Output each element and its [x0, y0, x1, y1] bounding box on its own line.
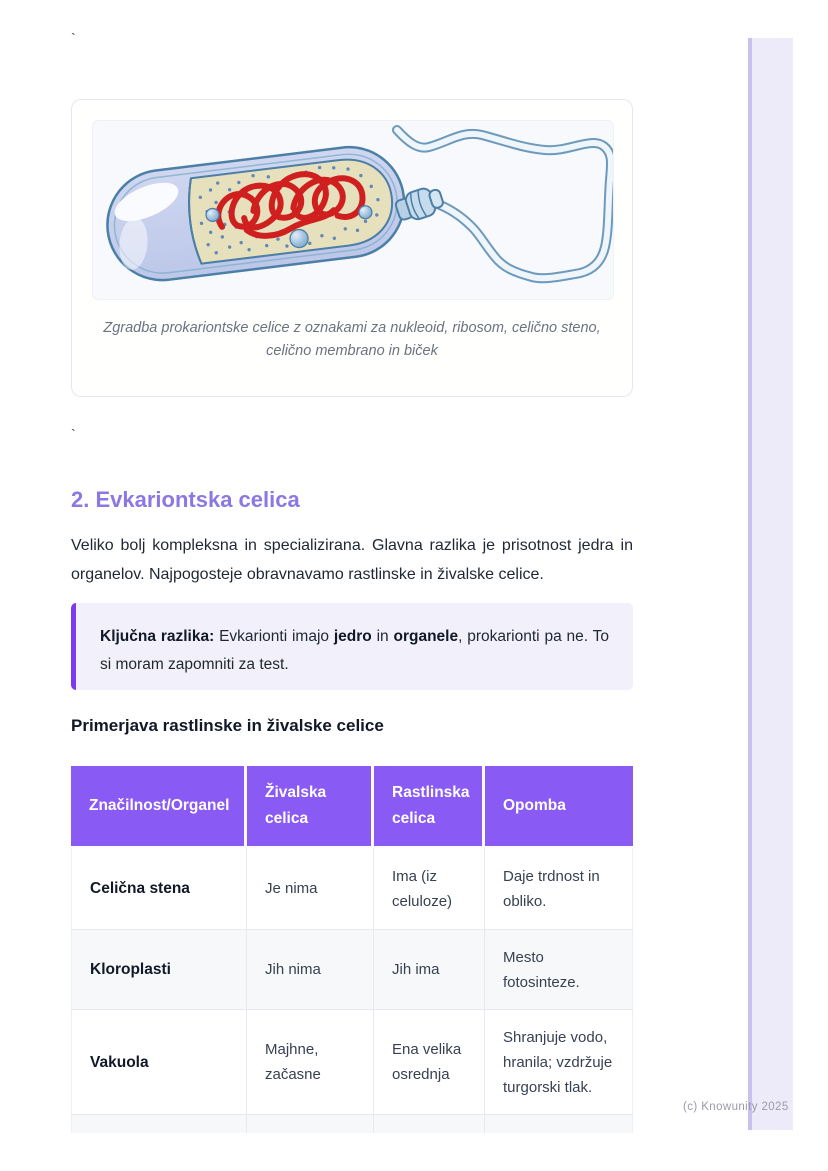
table-cell: Shranjuje vodo, hranila; vzdržuje turgorski tlak. — [485, 1010, 633, 1115]
table-body — [71, 848, 633, 1133]
section-paragraph: Veliko bolj kompleksna in specializirana. Glavna razlika je prisotnost jedra in organelov. Najpogosteje obravnavamo rastlinske in živalske celice. — [71, 537, 633, 583]
table-cell: Jih ima — [374, 930, 485, 1010]
watermark: (c) Knowunity 2025 — [683, 1101, 789, 1113]
table-cell: Kloroplasti — [71, 930, 247, 1010]
figure-caption: Zgradba prokariontske celice z oznakami za nukleoid, ribosom, celično steno, celično membrano in biček — [103, 320, 601, 359]
table-header-row — [71, 766, 633, 848]
callout-plain-text: Evkarionti imajo — [214, 628, 334, 645]
table-cell — [485, 1115, 633, 1133]
table-cell: Celična stena — [71, 848, 247, 930]
section-heading: 2. Evkariontska celica — [71, 487, 300, 512]
table-cell — [71, 1115, 247, 1133]
table-header-cell: Živalska celica — [247, 766, 374, 848]
table-cell: Vakuola — [71, 1010, 247, 1115]
table-row — [71, 930, 633, 1010]
table-cell: Jih nima — [247, 930, 374, 1010]
comparison-table-container — [71, 766, 633, 1133]
prokaryote-cell-illustration — [93, 121, 614, 300]
comparison-table — [71, 766, 633, 1133]
table-row — [71, 1010, 633, 1115]
table-header-cell: Opomba — [485, 766, 633, 848]
table-cell: Je nima — [247, 848, 374, 930]
table-cell: Mesto fotosinteze. — [485, 930, 633, 1010]
table-cell: Ena velika osrednja — [374, 1010, 485, 1115]
key-difference-callout — [71, 603, 633, 690]
table-header-cell: Rastlinska celica — [374, 766, 485, 848]
table-header-cell: Značilnost/Organel — [71, 766, 247, 848]
callout-bold-term: Ključna razlika: — [100, 628, 215, 645]
table-row — [71, 848, 633, 930]
figure-image-frame — [92, 120, 614, 300]
stray-backtick-top: ` — [71, 30, 76, 46]
table-cell — [374, 1115, 485, 1133]
table-row — [71, 1115, 633, 1133]
callout-text — [100, 628, 609, 673]
figure-card — [71, 99, 633, 397]
table-cell — [247, 1115, 374, 1133]
table-cell: Daje trdnost in obliko. — [485, 848, 633, 930]
stray-backtick-mid: ` — [71, 426, 76, 442]
table-title: Primerjava rastlinske in živalske celice — [71, 716, 384, 735]
callout-bold-term: jedro — [333, 628, 372, 645]
callout-bold-term: organele — [393, 628, 459, 645]
cell-body — [101, 141, 410, 286]
table-cell: Majhne, začasne — [247, 1010, 374, 1115]
callout-plain-text: , prokarionti pa ne. To si moram zapomniti za test. — [100, 628, 610, 673]
callout-plain-text: in — [371, 628, 394, 645]
table-cell: Ima (iz celuloze) — [374, 848, 485, 930]
page-side-strip — [748, 38, 793, 1130]
